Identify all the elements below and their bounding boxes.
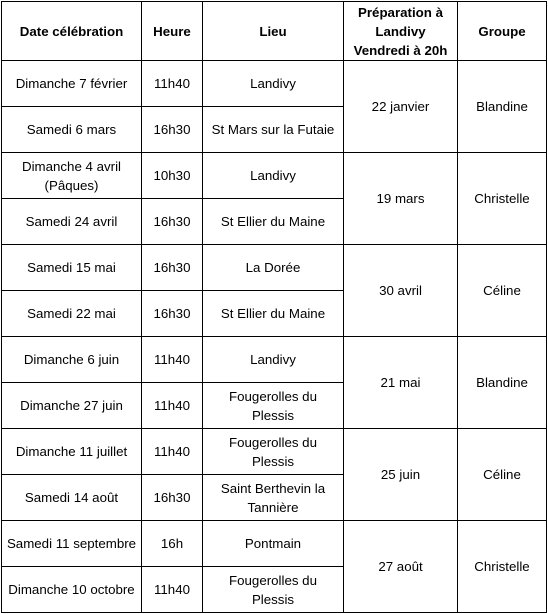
- header-row: [2, 2, 547, 61]
- header-heure: Heure: [142, 2, 203, 61]
- cell-heure: 16h: [142, 521, 203, 567]
- cell-date: Samedi 11 septembre: [2, 521, 142, 567]
- cell-date: Samedi 24 avril: [2, 199, 142, 245]
- cell-preparation: 21 mai: [344, 337, 458, 429]
- table-row: [2, 337, 547, 383]
- cell-preparation: 27 août: [344, 521, 458, 613]
- table-row: [2, 429, 547, 475]
- cell-date: Dimanche 7 février: [2, 61, 142, 107]
- table-row: [2, 153, 547, 199]
- cell-lieu: Fougerolles du Plessis: [203, 383, 344, 429]
- cell-groupe: Christelle: [458, 153, 547, 245]
- cell-groupe: Céline: [458, 245, 547, 337]
- cell-preparation: 19 mars: [344, 153, 458, 245]
- cell-preparation: 22 janvier: [344, 61, 458, 153]
- cell-heure: 11h40: [142, 567, 203, 613]
- cell-lieu: Fougerolles du Plessis: [203, 567, 344, 613]
- cell-lieu: Pontmain: [203, 521, 344, 567]
- cell-lieu: Landivy: [203, 337, 344, 383]
- schedule-table: [1, 1, 547, 613]
- cell-lieu: Landivy: [203, 153, 344, 199]
- cell-heure: 16h30: [142, 199, 203, 245]
- cell-date: Samedi 15 mai: [2, 245, 142, 291]
- table-row: [2, 245, 547, 291]
- header-date: Date célébration: [2, 2, 142, 61]
- cell-heure: 11h40: [142, 337, 203, 383]
- cell-lieu: La Dorée: [203, 245, 344, 291]
- cell-heure: 11h40: [142, 429, 203, 475]
- cell-date: Dimanche 10 octobre: [2, 567, 142, 613]
- cell-lieu: Fougerolles du Plessis: [203, 429, 344, 475]
- cell-lieu: Saint Berthevin la Tannière: [203, 475, 344, 521]
- cell-heure: 11h40: [142, 61, 203, 107]
- table-row: [2, 521, 547, 567]
- cell-heure: 16h30: [142, 107, 203, 153]
- cell-date: Samedi 6 mars: [2, 107, 142, 153]
- cell-date: Dimanche 27 juin: [2, 383, 142, 429]
- cell-heure: 11h40: [142, 383, 203, 429]
- cell-groupe: Blandine: [458, 337, 547, 429]
- cell-date: Samedi 14 août: [2, 475, 142, 521]
- cell-lieu: St Mars sur la Futaie: [203, 107, 344, 153]
- cell-date: Dimanche 6 juin: [2, 337, 142, 383]
- header-preparation: Préparation à Landivy Vendredi à 20h: [344, 2, 458, 61]
- cell-date: Dimanche 11 juillet: [2, 429, 142, 475]
- cell-lieu: Landivy: [203, 61, 344, 107]
- cell-date: Samedi 22 mai: [2, 291, 142, 337]
- header-groupe: Groupe: [458, 2, 547, 61]
- cell-heure: 16h30: [142, 291, 203, 337]
- cell-preparation: 25 juin: [344, 429, 458, 521]
- table-row: [2, 61, 547, 107]
- header-lieu: Lieu: [203, 2, 344, 61]
- cell-heure: 16h30: [142, 475, 203, 521]
- cell-heure: 10h30: [142, 153, 203, 199]
- cell-lieu: St Ellier du Maine: [203, 291, 344, 337]
- cell-date: Dimanche 4 avril (Pâques): [2, 153, 142, 199]
- cell-heure: 16h30: [142, 245, 203, 291]
- cell-groupe: Christelle: [458, 521, 547, 613]
- cell-lieu: St Ellier du Maine: [203, 199, 344, 245]
- cell-preparation: 30 avril: [344, 245, 458, 337]
- cell-groupe: Blandine: [458, 61, 547, 153]
- cell-groupe: Céline: [458, 429, 547, 521]
